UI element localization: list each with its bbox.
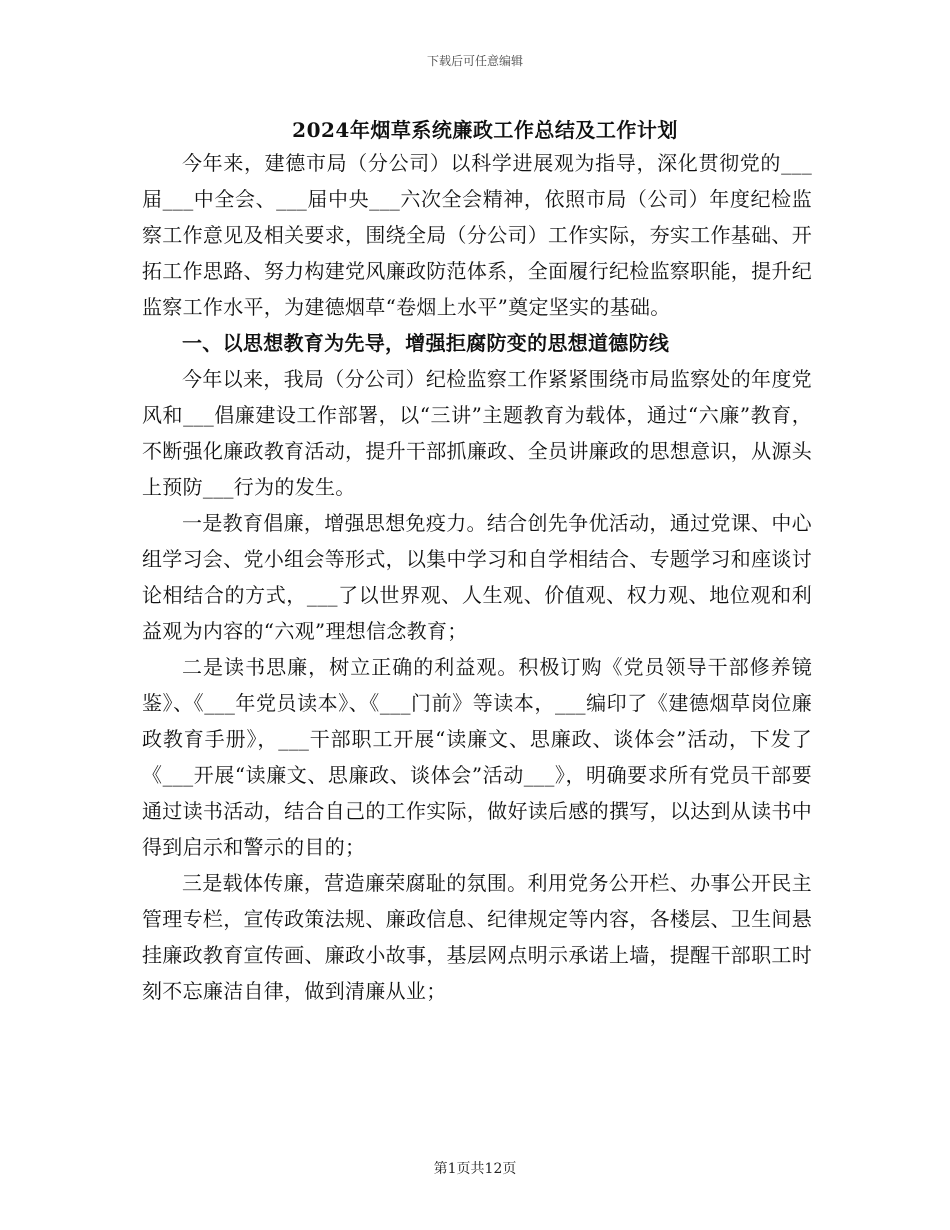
header-note: 下载后可任意编辑 <box>426 54 523 68</box>
section-heading: 一、以思想教育为先导，增强拒腐防变的思想道德防线 <box>182 331 670 355</box>
document-body <box>142 145 812 1009</box>
page-number: 第1页共12页 <box>433 1161 517 1177</box>
paragraph-point-1: 一是教育倡廉，增强思想免疫力。结合创先争优活动，通过党课、中心组学习会、党小组会等形式，以集中学习和自学相结合、专题学习和座谈讨论相结合的方式，___了以世界观、人生观、价值观、权力观、地位观和利益观为内容的“六观”理想信念教育； <box>142 511 812 643</box>
paragraph-point-2: 二是读书思廉，树立正确的利益观。积极订购《党员领导干部修养镜鉴》、《___年党员读本》、《___门前》等读本，___编印了《建德烟草岗位廉政教育手册》，___干部职工开展“读廉文、思廉政、谈体会”活动，下发了《___开展“读廉文、思廉政、谈体会”活动___》，明确要求所有党员干部要通过读书活动，结合自己的工作实际，做好读后感的撰写，以达到从读书中得到启示和警示的目的； <box>142 655 812 859</box>
document-title: 2024年烟草系统廉政工作总结及工作计划 <box>292 118 678 142</box>
paragraph-section-intro: 今年以来，我局（分公司）纪检监察工作紧紧围绕市局监察处的年度党风和___倡廉建设工作部署，以“三讲”主题教育为载体，通过“六廉”教育，不断强化廉政教育活动，提升干部抓廉政、全员讲廉政的思想意识，从源头上预防___行为的发生。 <box>142 367 812 499</box>
paragraph-point-3: 三是载体传廉，营造廉荣腐耻的氛围。利用党务公开栏、办事公开民主管理专栏，宣传政策法规、廉政信息、纪律规定等内容，各楼层、卫生间悬挂廉政教育宣传画、廉政小故事，基层网点明示承诺上墙，提醒干部职工时刻不忘廉洁自律，做到清廉从业； <box>142 871 812 1003</box>
paragraph-intro: 今年来，建德市局（分公司）以科学进展观为指导，深化贯彻党的___届___中全会、___届中央___六次全会精神，依照市局（公司）年度纪检监察工作意见及相关要求，围绕全局（分公司）工作实际，夯实工作基础、开拓工作思路、努力构建党风廉政防范体系，全面履行纪检监察职能，提升纪监察工作水平，为建德烟草“卷烟上水平”奠定坚实的基础。 <box>142 151 812 319</box>
